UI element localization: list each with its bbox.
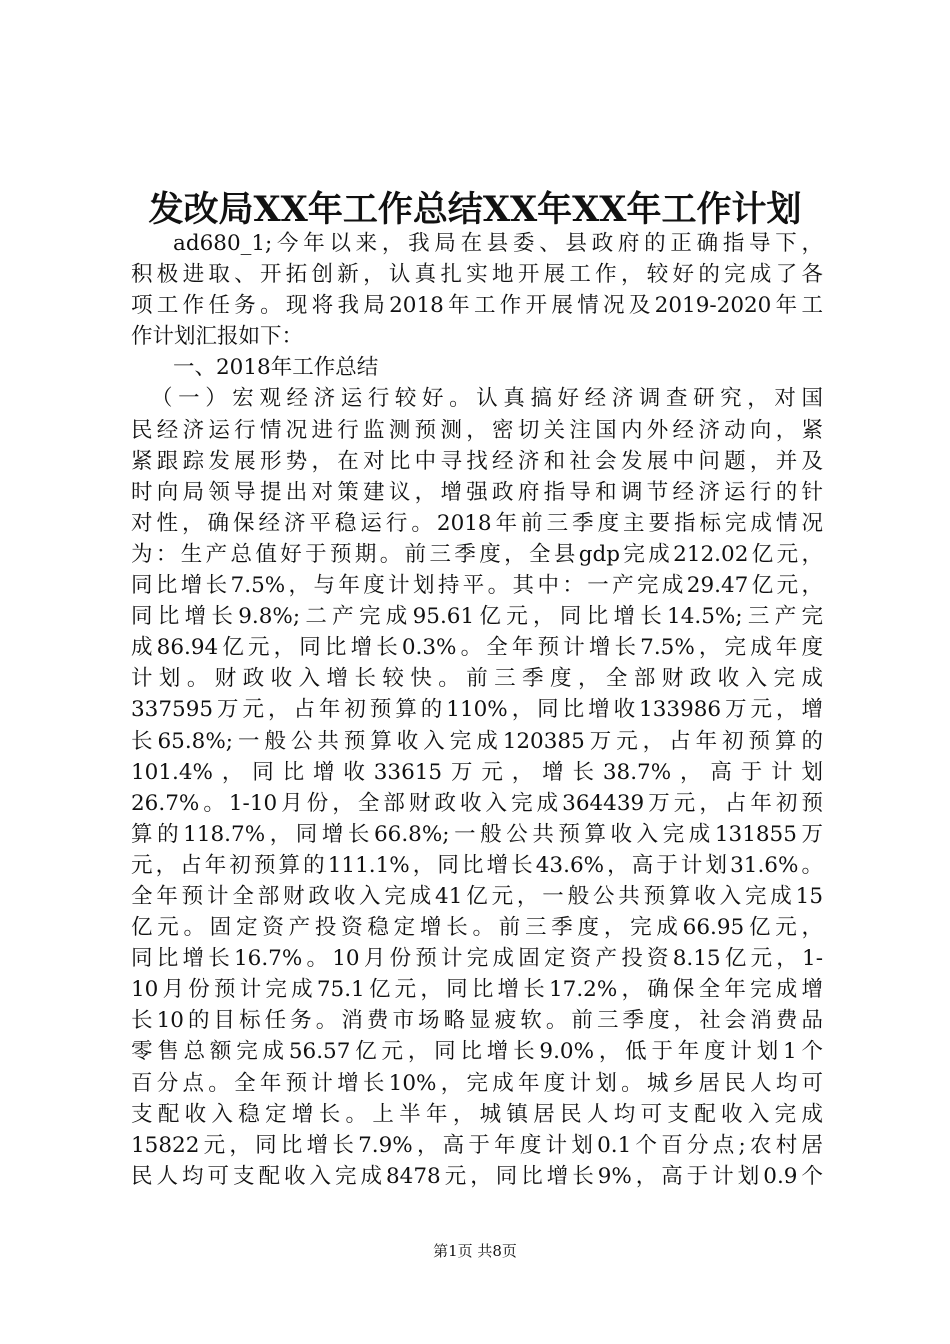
- text-line: 同比增长9.8%;二产完成95.61亿元，同比增长14.5%;三产完: [131, 604, 823, 630]
- text-line: （一）宏观经济运行较好。认真搞好经济调查研究，对国: [151, 386, 823, 412]
- text-line: 民人均可支配收入完成8478元，同比增长9%，高于计划0.9个: [131, 1163, 823, 1189]
- text-line: 算的118.7%，同增长66.8%;一般公共预算收入完成131855万: [131, 821, 823, 847]
- text-line: 全年预计全部财政收入完成41亿元，一般公共预算收入完成15: [131, 883, 823, 909]
- text-line: 15822元，同比增长7.9%，高于年度计划0.1个百分点;农村居: [131, 1132, 823, 1158]
- text-line: 项工作任务。现将我局2018年工作开展情况及2019-2020年工: [131, 293, 823, 319]
- text-line: 民经济运行情况进行监测预测，密切关注国内外经济动向，紧: [131, 417, 823, 443]
- text-line: 同比增长16.7%。10月份预计完成固定资产投资8.15亿元，1-: [131, 946, 823, 972]
- text-line: 计划。财政收入增长较快。前三季度，全部财政收入完成: [131, 666, 823, 692]
- text-line: 26.7%。1-10月份，全部财政收入完成364439万元，占年初预: [131, 790, 823, 816]
- text-line: 长10的目标任务。消费市场略显疲软。前三季度，社会消费品: [131, 1008, 823, 1034]
- section-heading: 一、2018年工作总结: [173, 355, 379, 381]
- text-line: 百分点。全年预计增长10%，完成年度计划。城乡居民人均可: [131, 1070, 823, 1096]
- text-line: 积极进取、开拓创新，认真扎实地开展工作，较好的完成了各: [131, 262, 823, 288]
- text-line: 成86.94亿元，同比增长0.3%。全年预计增长7.5%，完成年度: [131, 635, 823, 661]
- text-line: 零售总额完成56.57亿元，同比增长9.0%，低于年度计划1个: [131, 1039, 823, 1065]
- text-line: 同比增长7.5%，与年度计划持平。其中：一产完成29.47亿元，: [131, 573, 823, 599]
- text-line: 作计划汇报如下：: [131, 324, 304, 350]
- page-footer: 第1页 共8页: [433, 1242, 517, 1260]
- text-line: 长65.8%;一般公共预算收入完成120385万元，占年初预算的: [131, 728, 823, 754]
- text-line: 紧跟踪发展形势，在对比中寻找经济和社会发展中问题，并及: [131, 448, 823, 474]
- text-line: 10月份预计完成75.1亿元，同比增长17.2%，确保全年完成增: [131, 977, 823, 1003]
- text-line: 时向局领导提出对策建议，增强政府指导和调节经济运行的针: [131, 479, 823, 505]
- text-line: 为：生产总值好于预期。前三季度，全县gdp完成212.02亿元，: [131, 541, 823, 567]
- text-line: ad680_1;今年以来，我局在县委、县政府的正确指导下，: [173, 231, 823, 256]
- text-line: 支配收入稳定增长。上半年，城镇居民人均可支配收入完成: [131, 1101, 823, 1127]
- document-body: [131, 228, 823, 1192]
- document-title: 发改局XX年工作总结XX年XX年工作计划: [148, 189, 802, 230]
- text-line: 101.4%，同比增收33615万元，增长38.7%，高于计划: [131, 759, 823, 785]
- text-line: 元，占年初预算的111.1%，同比增长43.6%，高于计划31.6%。: [131, 852, 823, 878]
- text-line: 对性，确保经济平稳运行。2018年前三季度主要指标完成情况: [131, 510, 823, 536]
- text-line: 337595万元，占年初预算的110%，同比增收133986万元，增: [131, 697, 823, 723]
- text-line: 亿元。固定资产投资稳定增长。前三季度，完成66.95亿元，: [131, 915, 823, 941]
